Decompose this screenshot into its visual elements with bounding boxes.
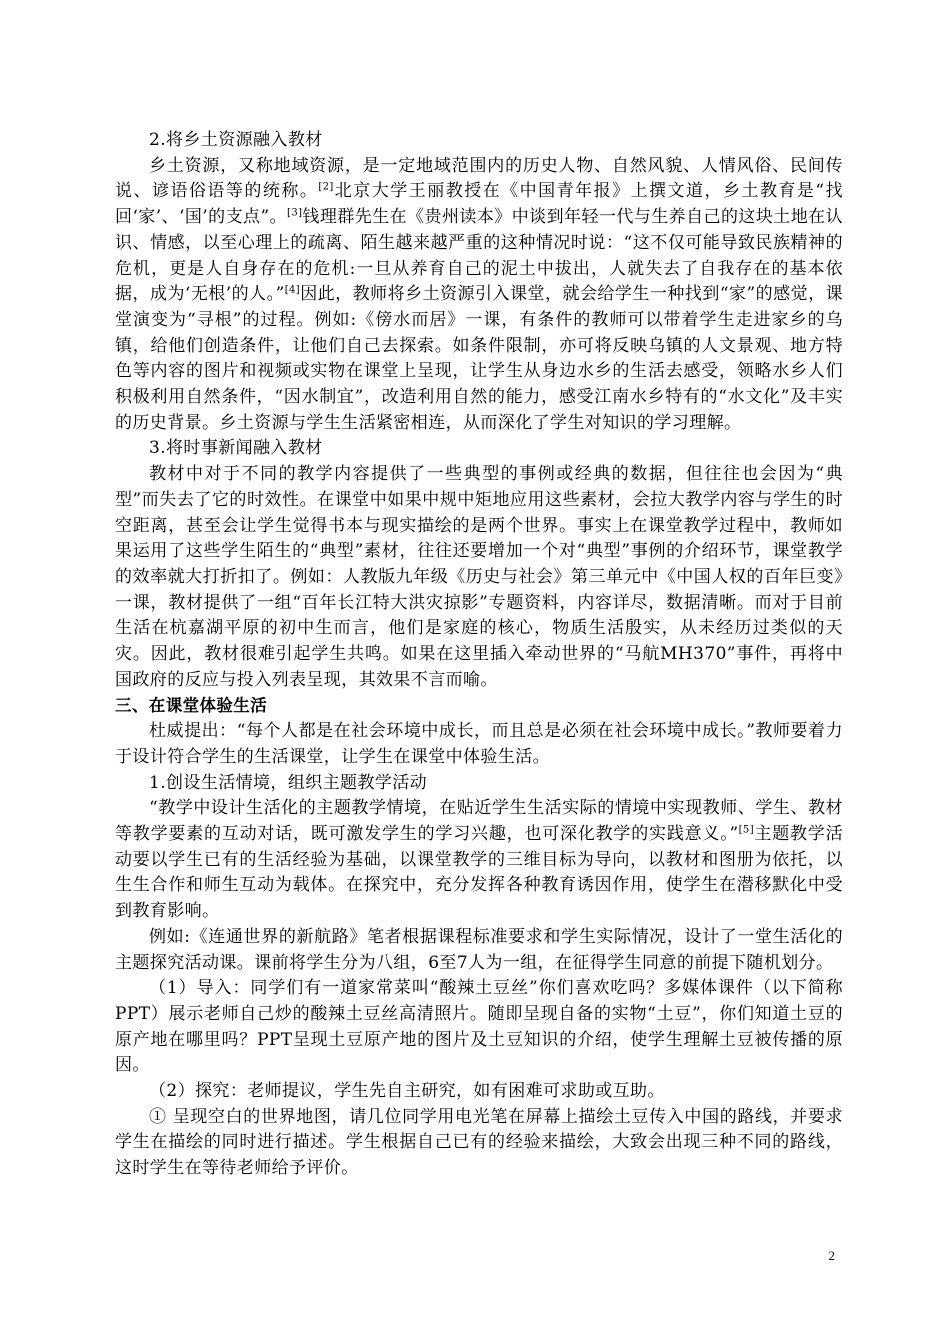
- subheading: [115, 436, 843, 462]
- text-run: 3.将时事新闻融入教材: [149, 438, 323, 459]
- text-run: 因此，教师将乡土资源引入课堂，就会给学生一种找到“家”的感觉，课堂演变为“寻根”的过程。例如:《傍水而居》一课，有条件的教师可以带着学生走进家乡的乌镇，给他们创造条件，让他们自己去探索。如条件限制，亦可将反映乌镇的人文景观、地方特色等内容的图片和视频或实物在课堂上呈现，让学生从身边水乡的生活去感受，领略水乡人们积极利用自然条件，“因水制宜”，改造利用自然的能力，感受江南水乡特有的“水文化”及丰实的历史背景。乡土资源与学生生活紧密相连，从而深化了学生对知识的学习理解。: [115, 284, 843, 433]
- section-heading: [115, 693, 843, 719]
- text-run: 1.创设生活情境，组织主题教学活动: [149, 772, 428, 793]
- text-run: （2）探究：老师提议，学生先自主研究，如有困难可求助或互助。: [149, 1081, 665, 1102]
- citation-ref: [2]: [318, 181, 334, 193]
- paragraph: [115, 462, 843, 693]
- paragraph: [115, 1079, 843, 1105]
- text-run: 乡土资源，又称地域资源，是一定地域范围内的历史人物、自然风貌、人情风俗、民间传说、谚语俗语等的统称。: [115, 155, 843, 202]
- citation-ref: [5]: [738, 824, 754, 836]
- paragraph: [115, 154, 843, 437]
- text-run: “教学中设计生活化的主题教学情境，在贴近学生生活实际的情境中实现教师、学生、教材等教学要素的互动对话，既可激发学生的学习兴趣，也可深化教学的实践意义。”: [115, 798, 843, 844]
- subheading: [115, 128, 843, 154]
- paragraph: [115, 976, 843, 1079]
- document-body: [115, 128, 843, 1182]
- paragraph: [115, 925, 843, 976]
- text-run: 杜威提出：“每个人都是在社会环境中成长，而且总是必须在社会环境中成长。”教师要着力于设计符合学生的生活课堂，让学生在课堂中体验生活。: [115, 721, 843, 767]
- paragraph: [115, 719, 843, 770]
- citation-ref: [4]: [284, 284, 301, 296]
- text-run: 2.将乡土资源融入教材: [149, 130, 323, 150]
- text-run: 主题教学活动要以学生已有的生活经验为基础，以课堂教学的三维目标为导向，以教材和图册为依托，以生生合作和师生互动为载体。在探究中，充分发挥各种教育诱因作用，使学生在潜移默化中受到教育影响。: [115, 823, 844, 922]
- text-run: 三、在课堂体验生活: [115, 696, 268, 716]
- subheading: [115, 771, 843, 797]
- document-page: [115, 128, 843, 1182]
- text-run: 钱理群先生在《贵州读本》中谈到年轻一代与生养自己的这块土地在认识、情感，以至心理上的疏离、陌生越来越严重的这种情况时说：“这不仅可能导致民族精神的危机，更是人自身存在的危机:一旦从养育自己的泥土中拔出，人就失去了自我存在的基本依据，成为‘无根’的人。”: [115, 207, 843, 305]
- text-run: 北京大学王丽教授在《中国青年报》上撰文道，乡土教育是“找回‘家’、‘国’的支点”。: [115, 181, 843, 228]
- text-run: （1）导入：同学们有一道家常菜叫“酸辣土豆丝”你们喜欢吃吗？多媒体课件（以下简称PPT）展示老师自己炒的酸辣土豆丝高清照片。随即呈现自备的实物“土豆”，你们知道土豆的原产地在哪里吗？PPT呈现土豆原产地的图片及土豆知识的介绍，使学生理解土豆被传播的原因。: [115, 978, 843, 1076]
- citation-ref: [3]: [287, 207, 303, 219]
- page-number: 2: [828, 1248, 835, 1263]
- paragraph: [115, 1105, 843, 1182]
- text-run: 例如:《连通世界的新航路》笔者根据课程标准要求和学生实际情况，设计了一堂生活化的主题探究活动课。课前将学生分为八组，6至7人为一组，在征得学生同意的前提下随机划分。: [115, 926, 843, 973]
- text-run: ① 呈现空白的世界地图，请几位同学用电光笔在屏幕上描绘土豆传入中国的路线，并要求学生在描绘的同时进行描述。学生根据自己已有的经验来描绘，大致会出现三种不同的路线，这时学生在等待老师给予评价。: [115, 1106, 843, 1179]
- paragraph: [115, 796, 843, 925]
- text-run: 教材中对于不同的教学内容提供了一些典型的事例或经典的数据，但往往也会因为“典型”而失去了它的时效性。在课堂中如果中规中矩地应用这些素材，会拉大教学内容与学生的时空距离，甚至会让学生觉得书本与现实描绘的是两个世界。事实上在课堂教学过程中，教师如果运用了这些学生陌生的“典型”素材，往往还要增加一个对“典型”事例的介绍环节，课堂教学的效率就大打折扣了。例如：人教版九年级《历史与社会》第三单元中《中国人权的百年巨变》一课，教材提供了一组“百年长江特大洪灾掠影”专题资料，内容详尽，数据清晰。而对于目前生活在杭嘉湖平原的初中生而言，他们是家庭的核心，物质生活殷实，从未经历过类似的天灾。因此，教材很难引起学生共鸣。如果在这里插入牵动世界的“马航MH370”事件，再将中国政府的反应与投入列表呈现，其效果不言而喻。: [115, 464, 843, 690]
